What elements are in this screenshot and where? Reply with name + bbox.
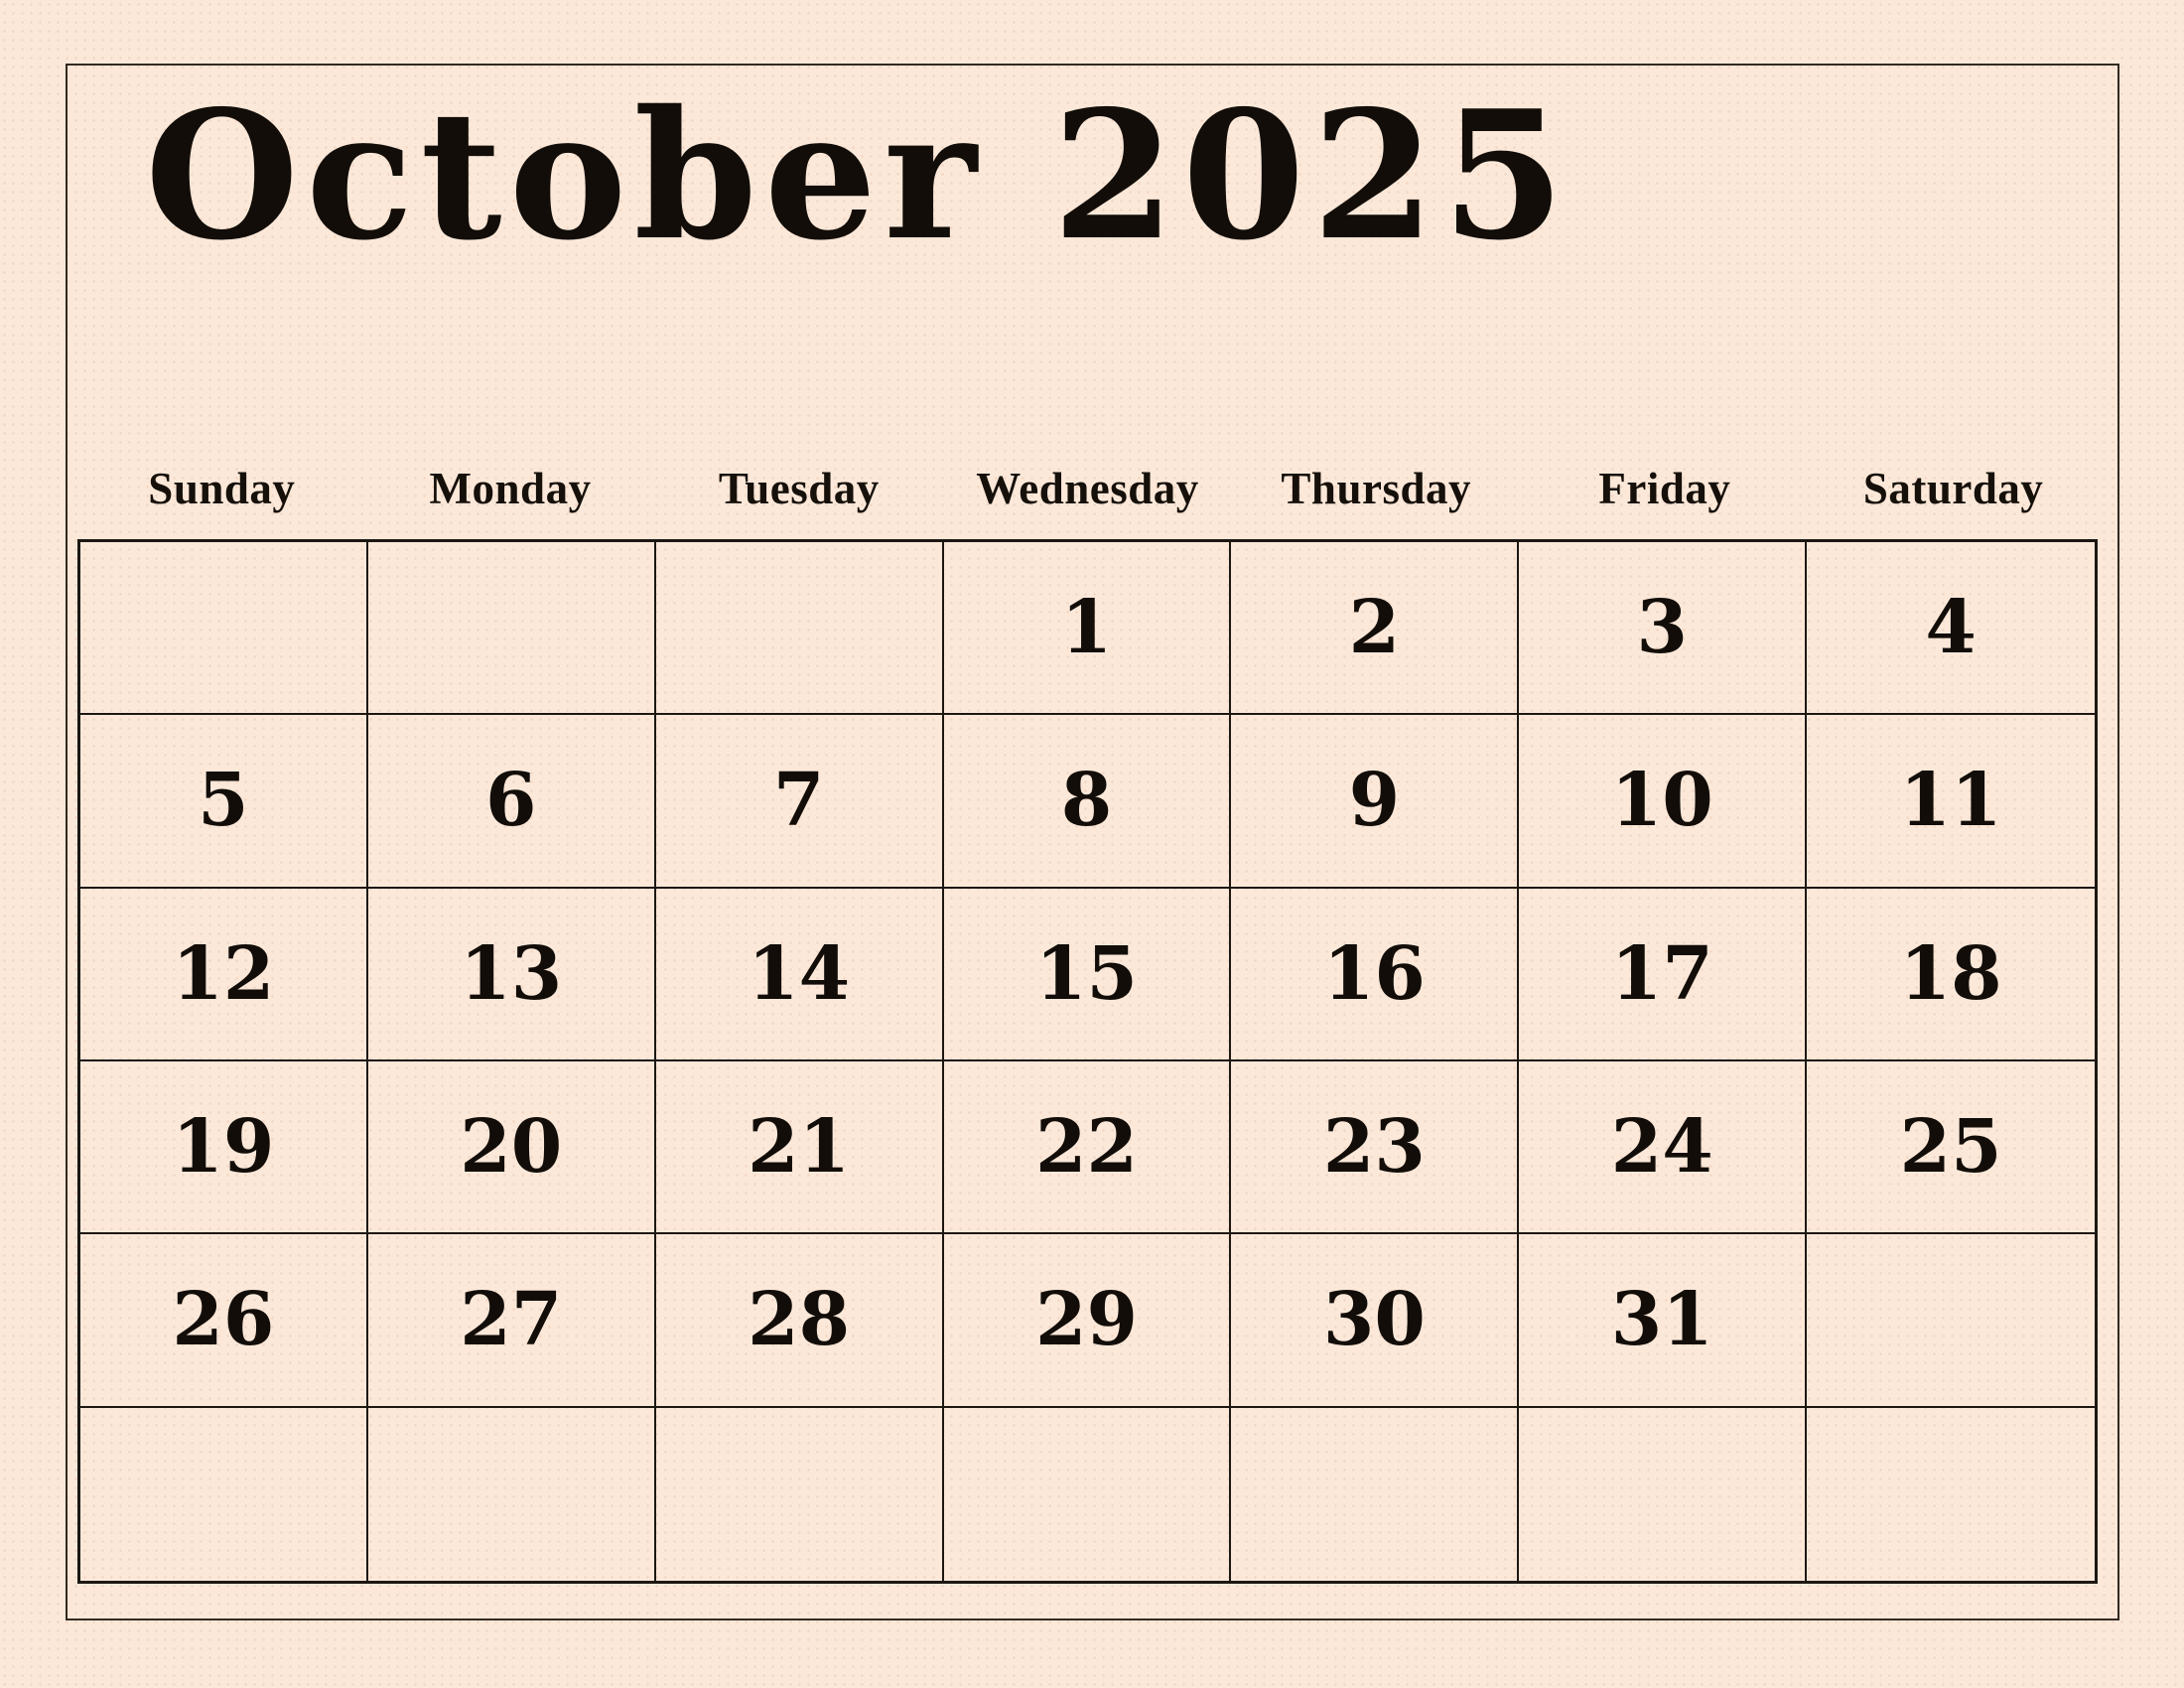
day-cell-empty xyxy=(80,542,368,715)
day-cell-26: 26 xyxy=(80,1234,368,1407)
day-cell-15: 15 xyxy=(944,889,1232,1061)
day-cell-empty xyxy=(1231,1408,1519,1581)
day-cell-empty xyxy=(656,1408,944,1581)
weekday-label-tuesday: Tuesday xyxy=(718,464,880,513)
weekday-label-thursday: Thursday xyxy=(1281,464,1471,513)
day-cell-empty xyxy=(80,1408,368,1581)
day-cell-18: 18 xyxy=(1807,889,2095,1061)
weekday-label-friday: Friday xyxy=(1598,464,1731,513)
day-cell-empty xyxy=(1519,1408,1807,1581)
weekday-label-sunday: Sunday xyxy=(148,464,296,513)
day-cell-empty xyxy=(1807,1408,2095,1581)
day-cell-27: 27 xyxy=(368,1234,656,1407)
day-cell-empty xyxy=(944,1408,1232,1581)
day-cell-30: 30 xyxy=(1231,1234,1519,1407)
day-cell-empty xyxy=(656,542,944,715)
day-cell-20: 20 xyxy=(368,1061,656,1234)
day-cell-16: 16 xyxy=(1231,889,1519,1061)
day-cell-25: 25 xyxy=(1807,1061,2095,1234)
calendar-grid xyxy=(77,539,2098,1584)
day-cell-empty xyxy=(1807,1234,2095,1407)
weekday-label-wednesday: Wednesday xyxy=(976,464,1199,513)
day-cell-12: 12 xyxy=(80,889,368,1061)
day-cell-5: 5 xyxy=(80,715,368,888)
day-cell-22: 22 xyxy=(944,1061,1232,1234)
weekday-header-row xyxy=(77,459,2098,518)
day-cell-4: 4 xyxy=(1807,542,2095,715)
day-cell-17: 17 xyxy=(1519,889,1807,1061)
day-cell-empty xyxy=(368,542,656,715)
day-cell-empty xyxy=(368,1408,656,1581)
day-cell-21: 21 xyxy=(656,1061,944,1234)
weekday-label-monday: Monday xyxy=(429,464,592,513)
day-cell-7: 7 xyxy=(656,715,944,888)
day-cell-8: 8 xyxy=(944,715,1232,888)
day-cell-31: 31 xyxy=(1519,1234,1807,1407)
day-cell-11: 11 xyxy=(1807,715,2095,888)
day-cell-3: 3 xyxy=(1519,542,1807,715)
day-cell-6: 6 xyxy=(368,715,656,888)
day-cell-9: 9 xyxy=(1231,715,1519,888)
day-cell-23: 23 xyxy=(1231,1061,1519,1234)
day-cell-14: 14 xyxy=(656,889,944,1061)
day-cell-19: 19 xyxy=(80,1061,368,1234)
day-cell-29: 29 xyxy=(944,1234,1232,1407)
day-cell-1: 1 xyxy=(944,542,1232,715)
day-cell-13: 13 xyxy=(368,889,656,1061)
day-cell-10: 10 xyxy=(1519,715,1807,888)
weekday-label-saturday: Saturday xyxy=(1862,464,2044,513)
day-cell-28: 28 xyxy=(656,1234,944,1407)
day-cell-2: 2 xyxy=(1231,542,1519,715)
day-cell-24: 24 xyxy=(1519,1061,1807,1234)
calendar-month-title: October 2025 xyxy=(145,71,1572,279)
